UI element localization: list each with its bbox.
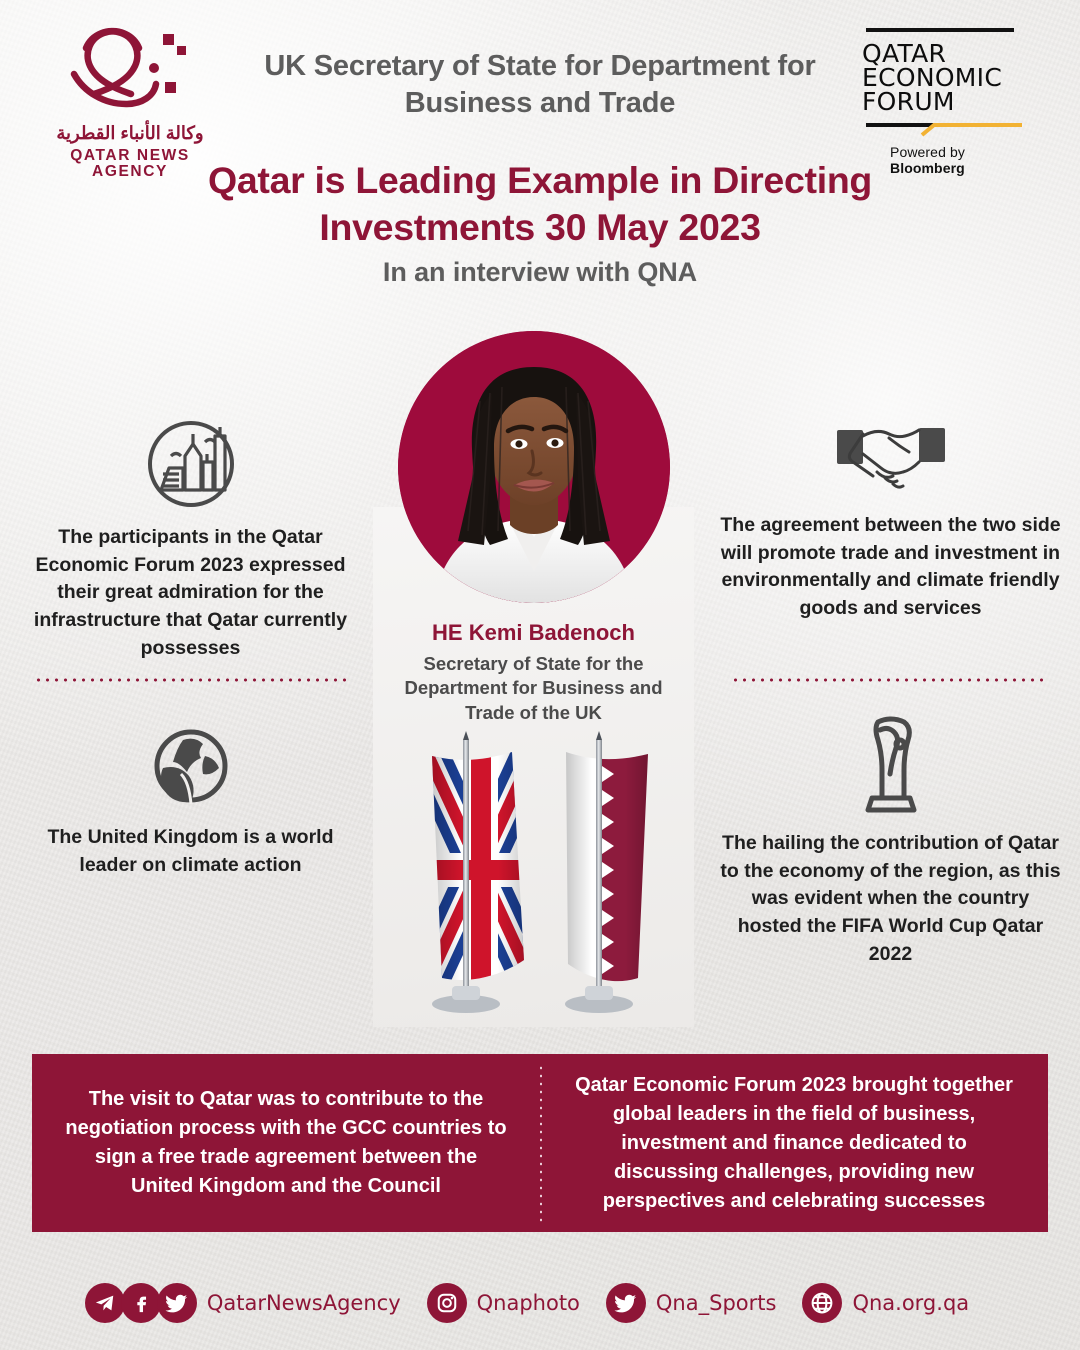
info-block-top-right (718, 418, 1063, 623)
portrait-container (398, 331, 670, 603)
twitter-icon[interactable] (606, 1283, 646, 1323)
qna-english-name: QATAR NEWS AGENCY (70, 147, 190, 180)
qna-atom-icon (44, 22, 216, 126)
qef-line-1: QATAR (862, 39, 947, 68)
avatar (398, 331, 670, 603)
info-block-text: The United Kingdom is a world leader on climate action (47, 826, 334, 876)
person-name: HE Kemi Badenoch (432, 620, 635, 645)
city-skyline-icon (145, 418, 237, 510)
social-group-qnaphoto (427, 1283, 606, 1323)
qef-swoosh-icon (866, 121, 1022, 137)
qef-line-2: ECONOMIC (862, 63, 1003, 92)
social-group-website (802, 1283, 995, 1323)
instagram-icon[interactable] (427, 1283, 467, 1323)
banner-text-right: Qatar Economic Forum 2023 brought together global leaders in the field of business, investment and finance dedicated to discussing challenges, providing new perspectives and celebrating successes (575, 1073, 1013, 1212)
page-title: Qatar is Leading Example in Directing Investments 30 May 2023 (207, 159, 873, 248)
qef-top-rule (866, 28, 1014, 32)
info-block-top-left (18, 418, 363, 662)
divider-right (731, 678, 1045, 682)
globe-leaf-icon (149, 726, 233, 810)
qna-arabic-name: وكالة الأنباء القطرية (56, 123, 204, 143)
social-label[interactable]: QatarNewsAgency (206, 1291, 401, 1315)
divider-left (34, 678, 348, 682)
portrait-disc (398, 331, 670, 603)
social-label[interactable]: Qna_Sports (655, 1291, 777, 1315)
kicker-text: UK Secretary of State for Department for Business and Trade (264, 50, 816, 120)
social-group-qnasports (606, 1283, 803, 1323)
info-block-text: The hailing the contribution of Qatar to the economy of the region, as this was evident when the country hosted the FIFA World Cup Qatar 2022 (720, 832, 1061, 965)
twitter-icon[interactable] (157, 1283, 197, 1323)
person-title: Secretary of State for the Department for Business and Trade of the UK (404, 653, 663, 723)
world-cup-trophy-icon (856, 716, 926, 816)
banner-divider (540, 1064, 542, 1222)
banner-text-left: The visit to Qatar was to contribute to the negotiation process with the GCC countries to sign a free trade agreement between the United Kingdom and the Council (65, 1088, 507, 1197)
uk-qatar-flags-image (400, 728, 680, 1023)
info-block-text: The participants in the Qatar Economic Forum 2023 expressed their great admiration for the infrastructure that Qatar currently possesses (33, 526, 348, 659)
social-group-qatarnewsagency (85, 1283, 427, 1323)
social-footer (0, 1272, 1080, 1334)
info-block-bottom-left (18, 726, 363, 879)
facebook-icon[interactable] (121, 1283, 161, 1323)
qatar-economic-forum-logo (862, 28, 1042, 176)
social-label[interactable]: Qna.org.qa (852, 1291, 970, 1315)
qef-powered-prefix: Powered by (890, 144, 965, 160)
subheading: In an interview with QNA (382, 257, 698, 287)
globe-icon[interactable] (802, 1283, 842, 1323)
telegram-icon[interactable] (85, 1283, 125, 1323)
social-label[interactable]: Qnaphoto (476, 1291, 580, 1315)
qatar-news-agency-logo (44, 22, 216, 180)
info-block-bottom-right (718, 716, 1063, 968)
qef-line-3: FORUM (862, 87, 955, 116)
qef-powered-brand: Bloomberg (890, 160, 965, 176)
info-block-text: The agreement between the two side will promote trade and investment in environmentally and climate friendly goods and services (720, 514, 1061, 620)
handshake-icon (833, 418, 949, 498)
